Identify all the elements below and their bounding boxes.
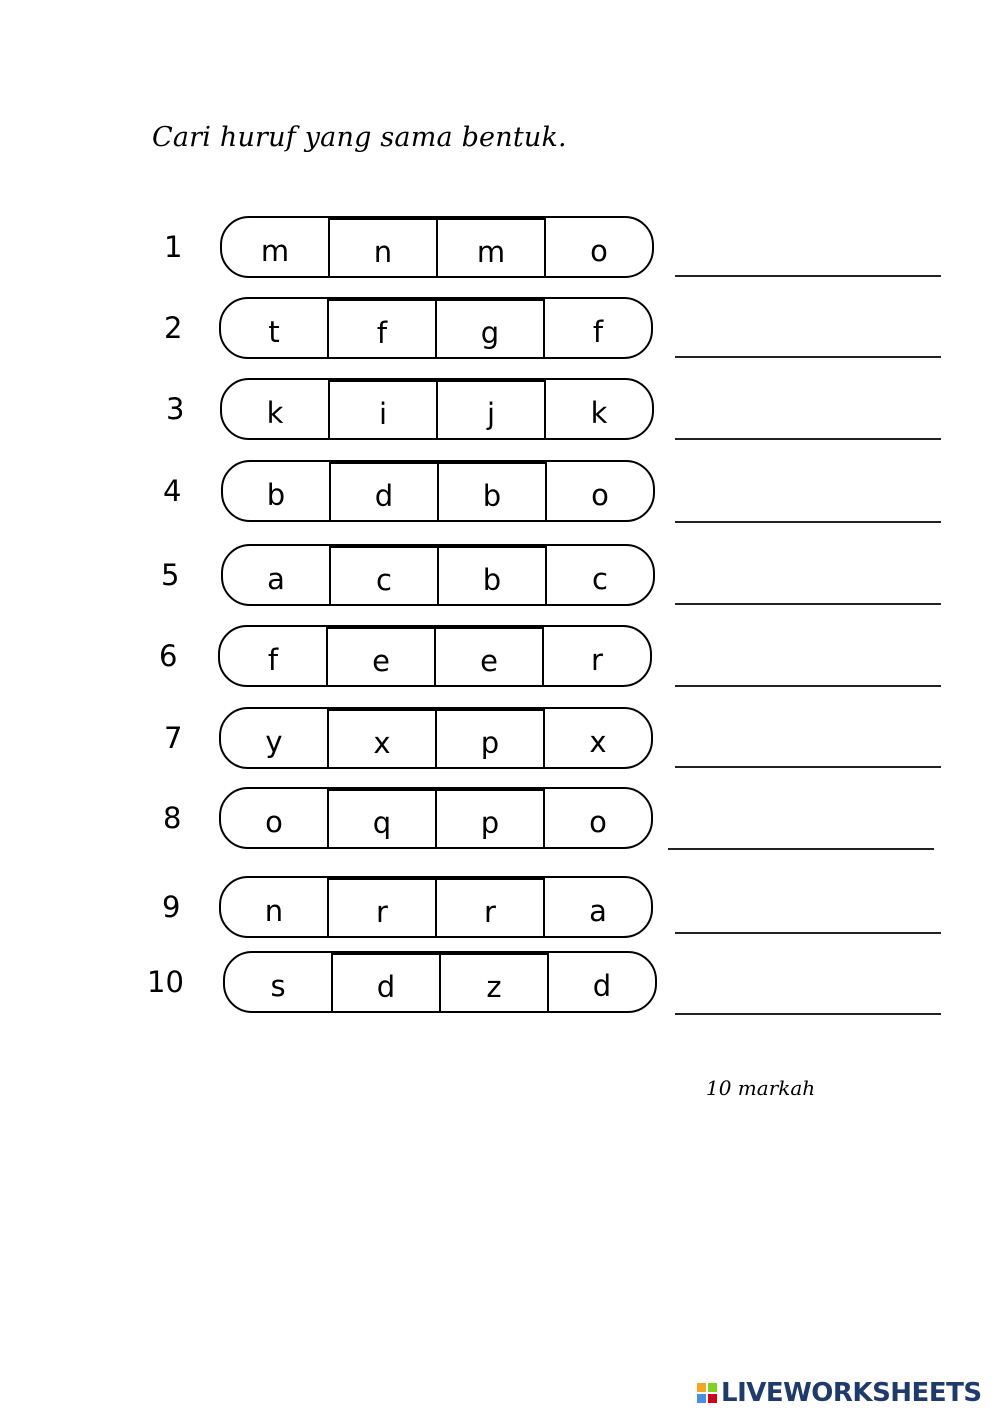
row-number: 3 xyxy=(166,392,185,426)
letter-cell-4[interactable]: o xyxy=(543,789,651,847)
row-number: 10 xyxy=(147,965,184,999)
exercise-row-2 xyxy=(0,297,1000,359)
letter-strip xyxy=(221,544,655,606)
exercise-row-3 xyxy=(0,378,1000,440)
answer-line[interactable] xyxy=(675,275,941,277)
exercise-row-10 xyxy=(0,951,1000,1013)
letter-strip xyxy=(219,297,653,359)
letter-cell-4[interactable]: o xyxy=(544,218,652,276)
letter-cell-1[interactable]: t xyxy=(268,315,280,349)
letter-cell-2[interactable]: d xyxy=(331,953,439,1011)
exercise-row-8 xyxy=(0,787,1000,849)
letter-cell-4[interactable]: r xyxy=(542,627,650,685)
exercise-row-7 xyxy=(0,707,1000,769)
row-number: 1 xyxy=(164,230,183,264)
letter-cell-1[interactable]: n xyxy=(264,894,284,928)
letter-cell-1[interactable]: f xyxy=(267,643,279,677)
letter-cell-1[interactable]: m xyxy=(260,234,290,268)
brand-logo xyxy=(697,1378,982,1408)
row-number: 6 xyxy=(159,639,178,673)
letter-strip xyxy=(219,876,653,938)
letter-cell-3[interactable]: j xyxy=(436,380,544,438)
letter-strip xyxy=(223,951,657,1013)
letter-cell-2[interactable]: q xyxy=(327,789,435,847)
letter-cell-1[interactable]: o xyxy=(265,805,283,839)
answer-line[interactable] xyxy=(675,356,941,358)
brand-name: LIVEWORKSHEETS xyxy=(721,1378,982,1408)
letter-cell-2[interactable]: i xyxy=(328,380,436,438)
letter-strip xyxy=(221,460,655,522)
exercise-row-5 xyxy=(0,544,1000,606)
letter-cell-1[interactable]: k xyxy=(266,396,284,430)
answer-line[interactable] xyxy=(675,932,941,934)
letter-cell-3[interactable]: e xyxy=(434,627,542,685)
letter-cell-3[interactable]: p xyxy=(435,709,543,767)
letter-cell-2[interactable]: c xyxy=(329,546,437,604)
answer-line[interactable] xyxy=(675,603,941,605)
instruction-title: Cari huruf yang sama bentuk. xyxy=(152,122,567,153)
letter-strip xyxy=(219,707,653,769)
answer-line[interactable] xyxy=(675,1013,941,1015)
letter-strip xyxy=(218,625,652,687)
letter-cell-3[interactable]: b xyxy=(437,462,545,520)
letter-cell-1[interactable]: a xyxy=(267,562,285,596)
letter-strip xyxy=(219,787,653,849)
logo-square-4 xyxy=(708,1394,717,1403)
letter-cell-1[interactable]: s xyxy=(270,969,286,1003)
exercise-row-1 xyxy=(0,216,1000,278)
letter-cell-3[interactable]: z xyxy=(439,953,547,1011)
answer-line[interactable] xyxy=(675,766,941,768)
letter-cell-4[interactable]: d xyxy=(547,953,655,1011)
exercise-row-4 xyxy=(0,460,1000,522)
letter-cell-4[interactable]: c xyxy=(545,546,653,604)
letter-strip xyxy=(220,378,654,440)
letter-cell-1[interactable]: y xyxy=(265,725,283,759)
letter-cell-1[interactable]: b xyxy=(266,478,286,512)
letter-cell-3[interactable]: g xyxy=(435,299,543,357)
letter-cell-3[interactable]: b xyxy=(437,546,545,604)
logo-square-2 xyxy=(708,1383,717,1392)
letter-cell-2[interactable]: f xyxy=(327,299,435,357)
answer-line[interactable] xyxy=(675,685,941,687)
letter-cell-4[interactable]: x xyxy=(543,709,651,767)
exercise-row-6 xyxy=(0,625,1000,687)
letter-cell-4[interactable]: o xyxy=(545,462,653,520)
letter-cell-3[interactable]: r xyxy=(435,878,543,936)
letter-strip xyxy=(220,216,654,278)
liveworksheets-icon xyxy=(697,1383,717,1403)
letter-cell-2[interactable]: n xyxy=(328,218,436,276)
total-marks: 10 markah xyxy=(706,1076,816,1100)
logo-square-3 xyxy=(697,1394,706,1403)
row-number: 5 xyxy=(161,558,180,592)
letter-cell-2[interactable]: r xyxy=(327,878,435,936)
letter-cell-2[interactable]: d xyxy=(329,462,437,520)
row-number: 2 xyxy=(164,311,183,345)
answer-line[interactable] xyxy=(668,848,934,850)
letter-cell-4[interactable]: a xyxy=(543,878,651,936)
answer-line[interactable] xyxy=(675,438,941,440)
letter-cell-2[interactable]: x xyxy=(327,709,435,767)
row-number: 9 xyxy=(162,890,181,924)
letter-cell-3[interactable]: m xyxy=(436,218,544,276)
answer-line[interactable] xyxy=(675,521,941,523)
letter-cell-4[interactable]: k xyxy=(544,380,652,438)
letter-cell-4[interactable]: f xyxy=(543,299,651,357)
letter-cell-2[interactable]: e xyxy=(326,627,434,685)
row-number: 8 xyxy=(163,801,182,835)
row-number: 7 xyxy=(164,721,183,755)
exercise-row-9 xyxy=(0,876,1000,938)
row-number: 4 xyxy=(163,474,182,508)
logo-square-1 xyxy=(697,1383,706,1392)
letter-cell-3[interactable]: p xyxy=(435,789,543,847)
